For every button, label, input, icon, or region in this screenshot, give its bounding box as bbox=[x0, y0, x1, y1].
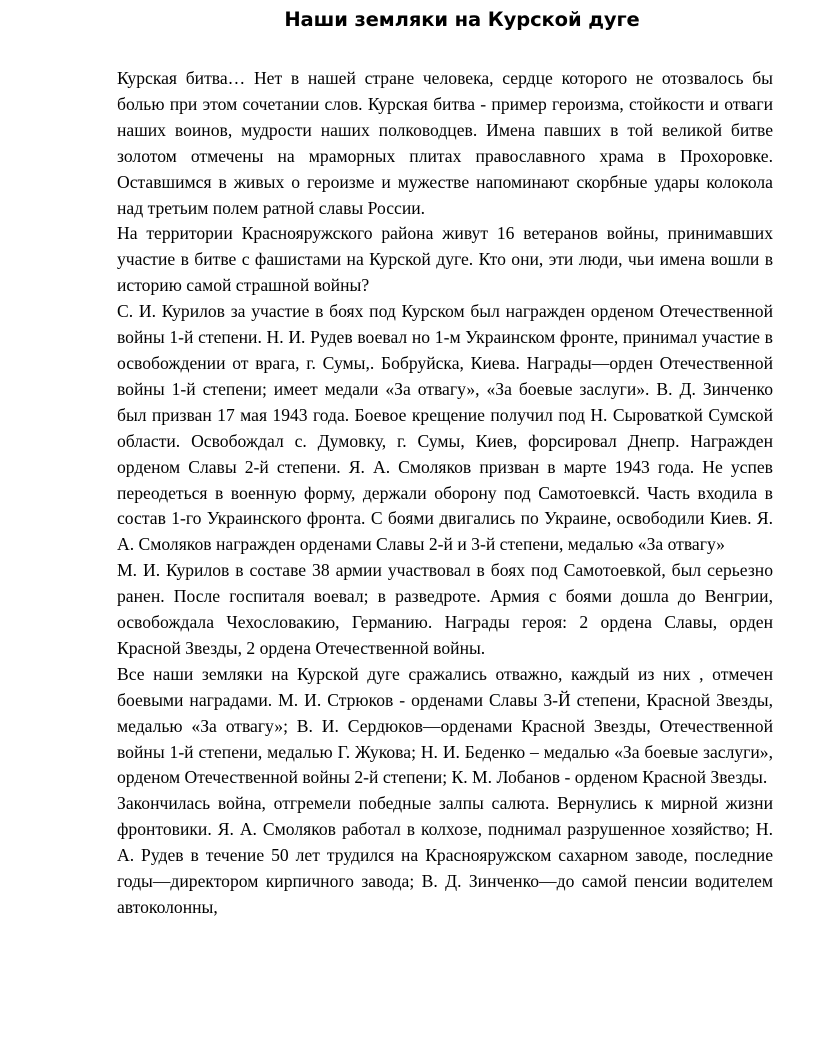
paragraph-after-war: Закончилась война, отгремели победные залпы салюта. Вернулись к мирной жизни фронтовики. Я. А. Смоляков работал в колхозе, поднимал разрушенное хозяйство; Н. А. Рудев в течение 50 лет трудился на Краснояружском сахарном заводе, последние годы—директором кирпичного завода; В. Д. Зинченко—до самой пенсии водителем автоколонны, bbox=[117, 793, 773, 917]
paragraph-awards: С. И. Курилов за участие в боях под Курском был награжден орденом Отечественной войны 1-й степени. Н. И. Рудев воевал но 1-м Украинском фронте, принимал участие в освобождении от врага, г. Сумы,. Бобруйска, Киева. Награды—орден Отечественной войны 1-й степени; имеет медали «За отвагу», «За боевые заслуги». В. Д. Зинченко был призван 17 мая 1943 года. Боевое крещение получил под Н. Сыроваткой Сумской области. Освобождал с. Думовку, г. Сумы, Киев, форсировал Днепр. Награжден орденом Славы 2-й степени. Я. А. Смоляков призван в марте 1943 года. Не успев переодеться в военную форму, держали оборону под Самотоевксй. Часть входила в состав 1-го Украинского фронта. С боями двигались по Украине, освободили Киев. Я. А. Смоляков награжден орденами Славы 2-й и 3-й степени, медалью «За отвагу» bbox=[117, 301, 773, 555]
paragraph-intro: Курская битва… Нет в нашей стране человека, сердце которого не отозвалось бы болью при этом сочетании слов. Курская битва - пример героизма, стойкости и отваги наших воинов, мудрости наших полководцев. Имена павших в той великой битве золотом отмечены на мраморных плитах православного храма в Прохоровке. Оставшимся в живых о героизме и мужестве напоминают скорбные удары колокола над третьим полем ратной славы России. bbox=[117, 68, 773, 218]
document-title: Наши земляки на Курской дуге bbox=[284, 8, 640, 31]
paragraph-all-countrymen: Все наши земляки на Курской дуге сражались отважно, каждый из них , отмечен боевыми наградами. М. И. Стрюков - орденами Славы 3-Й степени, Красной Звезды, медалью «За отвагу»; В. И. Сердюков—орденами Красной Звезды, Отечественной войны 1-й степени, медалью Г. Жукова; Н. И. Беденко – медалью «За боевые заслуги», орденом Отечественной войны 2-й степени; К. М. Лобанов - орденом Красной Звезды. bbox=[117, 663, 773, 788]
document-body[interactable] bbox=[117, 66, 773, 921]
paragraph-kurilov bbox=[117, 558, 773, 662]
paragraph-kurilov-text: М. И. Курилов в составе 38 армии участвовал в боях под Самотоевкой, был серьезно ранен. После госпиталя воевал; в разведроте. Армия с боями дошла до Венгрии, освобождала Чехословакию, Германию. Награды героя: 2 ордена Славы, орден Красной Звезды, 2 ордена Отечественной войны. bbox=[117, 560, 773, 658]
paragraph-veterans: На территории Краснояружского района живут 16 ветеранов войны, принимавших участие в битве с фашистами на Курской дуге. Кто они, эти люди, чьи имена вошли в историю самой страшной войны? bbox=[117, 223, 773, 296]
